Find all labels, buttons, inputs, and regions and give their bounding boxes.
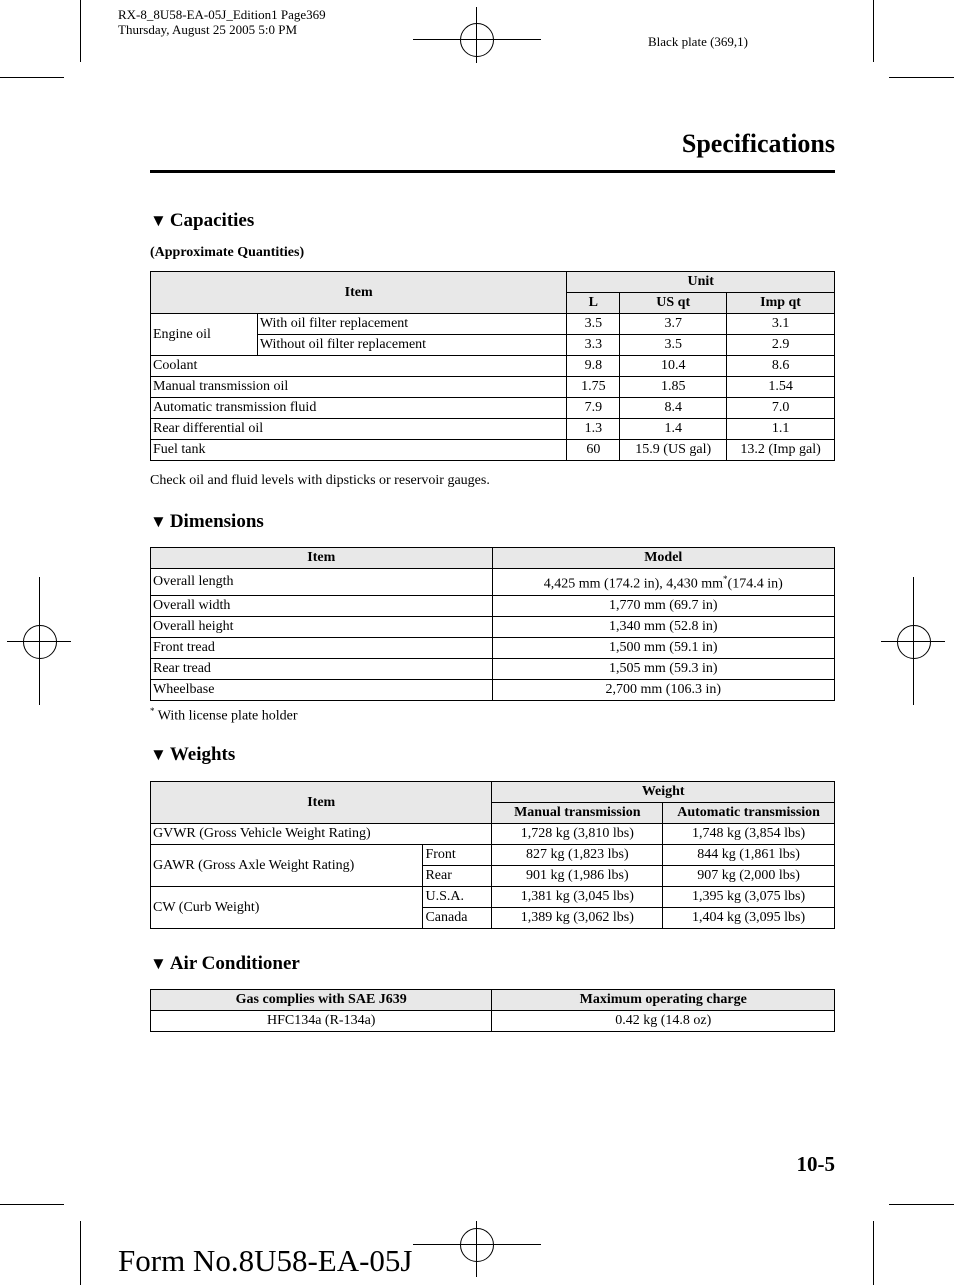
table-cell: Overall height <box>151 616 493 637</box>
capacities-note-top: (Approximate Quantities) <box>150 245 305 260</box>
table-cell: 1,748 kg (3,854 lbs) <box>663 824 835 845</box>
table-cell: Fuel tank <box>151 440 567 461</box>
table-row <box>151 824 835 845</box>
table-row <box>151 887 835 908</box>
table-cell: 1,395 kg (3,075 lbs) <box>663 887 835 908</box>
table-cell: 1,500 mm (59.1 in) <box>492 637 834 658</box>
table-cell: Front tread <box>151 637 493 658</box>
table-cell: 10.4 <box>620 356 727 377</box>
table-cell: Canada <box>423 908 492 929</box>
weights-col-item: Item <box>151 782 492 824</box>
table-cell: 0.42 kg (14.8 oz) <box>492 1011 835 1032</box>
air-conditioner-table <box>150 989 835 1032</box>
triangle-down-icon: ▼ <box>150 211 167 230</box>
form-number: Form No.8U58-EA-05J <box>118 1243 413 1278</box>
table-cell: 3.5 <box>620 335 727 356</box>
capacities-heading: ▼ Capacities <box>150 210 255 231</box>
table-cell: 1.54 <box>727 377 835 398</box>
weights-heading: ▼ Weights <box>150 744 236 765</box>
table-cell: 8.4 <box>620 398 727 419</box>
table-cell: 1,340 mm (52.8 in) <box>492 616 834 637</box>
page-title: Specifications <box>681 129 835 158</box>
triangle-down-icon: ▼ <box>150 512 167 531</box>
table-cell: U.S.A. <box>423 887 492 908</box>
table-cell: Wheelbase <box>151 679 493 700</box>
table-cell: 1,381 kg (3,045 lbs) <box>492 887 663 908</box>
table-row <box>151 637 835 658</box>
table-cell: GAWR (Gross Axle Weight Rating) <box>151 845 423 887</box>
table-cell: Manual transmission oil <box>151 377 567 398</box>
table-cell: 9.8 <box>567 356 620 377</box>
dimensions-table <box>150 547 835 701</box>
table-cell: 13.2 (Imp gal) <box>727 440 835 461</box>
dimensions-footnote: * With license plate holder <box>150 706 298 724</box>
capacities-col-item: Item <box>151 272 567 314</box>
table-cell: Rear differential oil <box>151 419 567 440</box>
table-cell: 2.9 <box>727 335 835 356</box>
table-cell: 1,505 mm (59.3 in) <box>492 658 834 679</box>
table-cell: 907 kg (2,000 lbs) <box>663 866 835 887</box>
capacities-col-l: L <box>567 293 620 314</box>
table-cell: CW (Curb Weight) <box>151 887 423 929</box>
table-cell: 1.75 <box>567 377 620 398</box>
table-cell: Coolant <box>151 356 567 377</box>
table-cell: Overall length <box>151 569 493 596</box>
table-cell: 2,700 mm (106.3 in) <box>492 679 834 700</box>
table-row <box>151 314 835 335</box>
table-cell: With oil filter replacement <box>257 314 567 335</box>
table-cell: 1.4 <box>620 419 727 440</box>
table-cell: 60 <box>567 440 620 461</box>
table-cell: Overall width <box>151 595 493 616</box>
table-cell: 827 kg (1,823 lbs) <box>492 845 663 866</box>
table-cell: 15.9 (US gal) <box>620 440 727 461</box>
table-cell: Rear <box>423 866 492 887</box>
dimensions-col-item: Item <box>151 548 493 569</box>
table-cell: Rear tread <box>151 658 493 679</box>
capacities-table <box>150 271 835 461</box>
weights-col-manual: Manual transmission <box>492 803 663 824</box>
dimensions-col-model: Model <box>492 548 834 569</box>
air-conditioner-heading: ▼ Air Conditioner <box>150 953 300 974</box>
triangle-down-icon: ▼ <box>150 745 167 764</box>
table-cell: 7.9 <box>567 398 620 419</box>
table-cell: Without oil filter replacement <box>257 335 567 356</box>
table-row <box>151 356 835 377</box>
table-cell: 1,389 kg (3,062 lbs) <box>492 908 663 929</box>
table-row <box>151 1011 835 1032</box>
capacities-col-unit: Unit <box>567 272 835 293</box>
table-cell: HFC134a (R-134a) <box>151 1011 492 1032</box>
table-cell: 1,728 kg (3,810 lbs) <box>492 824 663 845</box>
capacities-col-impqt: Imp qt <box>727 293 835 314</box>
table-row <box>151 419 835 440</box>
header-plate: Black plate (369,1) <box>648 34 748 49</box>
table-row <box>151 569 835 596</box>
weights-col-auto: Automatic transmission <box>663 803 835 824</box>
table-row <box>151 658 835 679</box>
engine-oil-label: Engine oil <box>151 314 258 356</box>
table-cell: 844 kg (1,861 lbs) <box>663 845 835 866</box>
dimensions-heading: ▼ Dimensions <box>150 511 264 532</box>
table-cell: 7.0 <box>727 398 835 419</box>
table-cell: 3.5 <box>567 314 620 335</box>
capacities-col-usqt: US qt <box>620 293 727 314</box>
table-cell: 4,425 mm (174.2 in), 4,430 mm*(174.4 in) <box>492 569 834 596</box>
table-cell: 1,404 kg (3,095 lbs) <box>663 908 835 929</box>
table-cell: GVWR (Gross Vehicle Weight Rating) <box>151 824 492 845</box>
header-line-2: Thursday, August 25 2005 5:0 PM <box>118 22 297 37</box>
table-cell: 1.1 <box>727 419 835 440</box>
table-cell: 3.3 <box>567 335 620 356</box>
table-cell: 1.85 <box>620 377 727 398</box>
table-row <box>151 377 835 398</box>
table-row <box>151 595 835 616</box>
triangle-down-icon: ▼ <box>150 954 167 973</box>
capacities-note-bottom: Check oil and fluid levels with dipsticks or reservoir gauges. <box>150 473 490 488</box>
table-row <box>151 679 835 700</box>
table-cell: 3.1 <box>727 314 835 335</box>
ac-col-gas: Gas complies with SAE J639 <box>151 990 492 1011</box>
table-row <box>151 398 835 419</box>
table-cell: 901 kg (1,986 lbs) <box>492 866 663 887</box>
title-rule <box>150 170 835 173</box>
table-row <box>151 440 835 461</box>
ac-col-charge: Maximum operating charge <box>492 990 835 1011</box>
table-cell: Automatic transmission fluid <box>151 398 567 419</box>
page-number: 10-5 <box>796 1152 835 1176</box>
table-cell: Front <box>423 845 492 866</box>
header-line-1: RX-8_8U58-EA-05J_Edition1 Page369 <box>118 7 326 22</box>
table-row <box>151 845 835 866</box>
table-cell: 3.7 <box>620 314 727 335</box>
weights-col-weight: Weight <box>492 782 835 803</box>
weights-table <box>150 781 835 929</box>
table-cell: 1,770 mm (69.7 in) <box>492 595 834 616</box>
table-cell: 8.6 <box>727 356 835 377</box>
table-row <box>151 616 835 637</box>
table-cell: 1.3 <box>567 419 620 440</box>
